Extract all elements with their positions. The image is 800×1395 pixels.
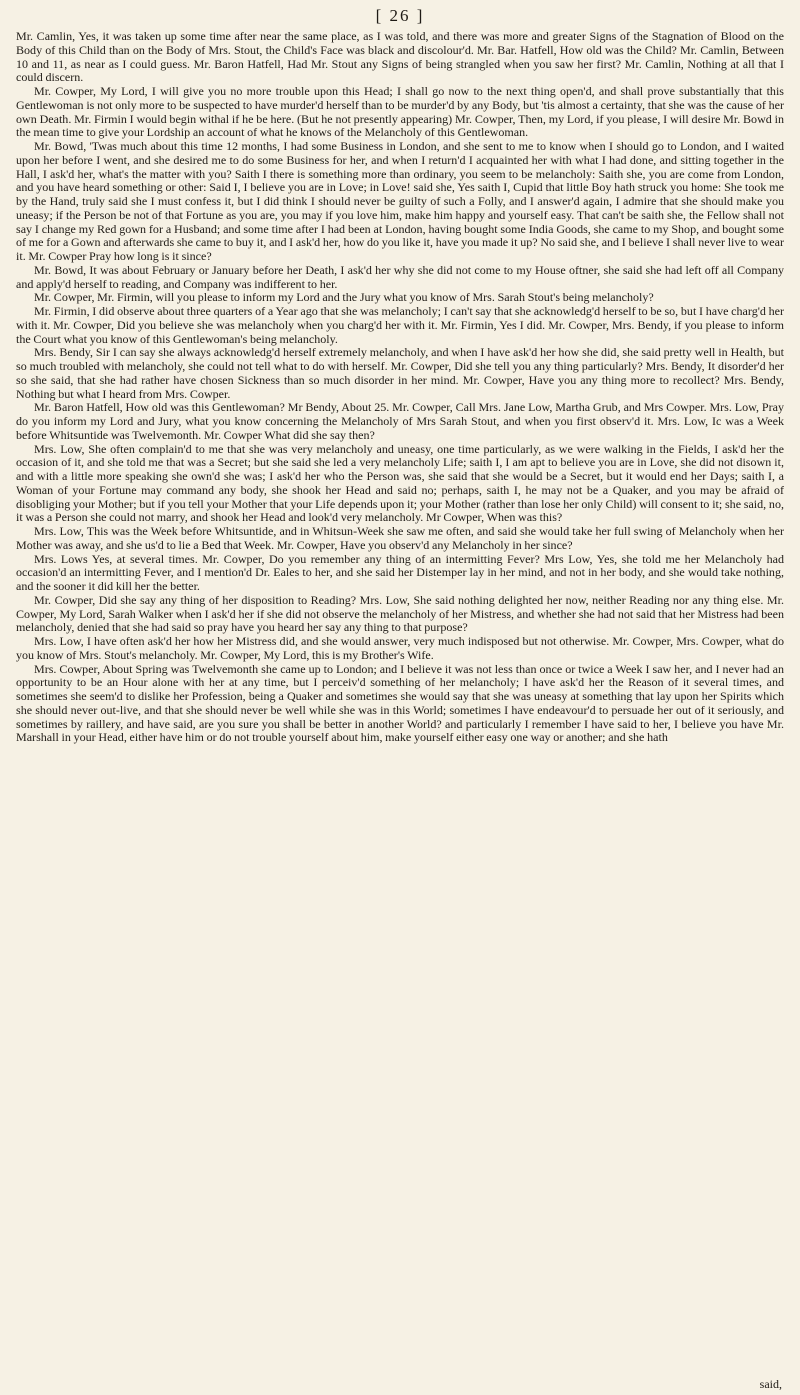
paragraph: Mrs. Lows Yes, at several times. Mr. Cowper, Do you remember any thing of an intermitting Fever? Mrs Low, Yes, she told me her Melancholy had occasion'd an intermitting Fever, and I mention'd Dr. Eales to her, and she said her Distemper lay in her mind, and not in her body, and she would take nothing, and the sooner it did kill her the better. [16,551,784,593]
paragraph: Mrs. Low, I have often ask'd her how her Mistress did, and she would answer, very much indisposed but not otherwise. Mr. Cowper, Mrs. Cowper, what do you know of Mrs. Stout's melancholy. Mr. Cowper, My Lord, this is my Brother's Wife. [16,634,784,662]
paragraph: Mr. Firmin, I did observe about three quarters of a Year ago that she was melancholy; I can't say that she acknowledg'd herself to be so, but I have charg'd her with it. Mr. Cowper, Did you believe she was melancholy when you charg'd her with it. Mr. Firmin, Yes I did. Mr. Cowper, Mrs. Bendy, if you please to inform the Court what you know of this Gentlewoman's being melancholy. [16,304,785,346]
paragraph: Mr. Baron Hatfell, How old was this Gentlewoman? Mr Bendy, About 25. Mr. Cowper, Call Mrs. Jane Low, Martha Grub, and Mrs Cowper. Mrs. Low, Pray do you inform my Lord and Jury, what you know concerning the Melancholy of Mrs Sarah Stout, and when you first observ'd it. Mrs. Low, Ic was a Week before Whitsuntide was Twelvemonth. Mr. Cowper What did she say then? [16,400,784,442]
paragraph: Mrs. Low, This was the Week before Whitsuntide, and in Whitsun-Week she saw me often, and said she would take her full swing of Melancholy when her Mother was away, and she us'd to lie a Bed that Week. Mr. Cowper, Have you observ'd any Melancholy in her since? [16,524,784,552]
page-number: [ 26 ] [375,6,425,25]
paragraph: Mrs. Bendy, Sir I can say she always acknowledg'd herself extremely melancholy, and when I have ask'd her how she did, she said pretty well in Health, but so much troubled with melancholy, she could not tell what to do with herself. Mr. Cowper, Did she tell you any thing particularly? Mrs. Bendy, It disorder'd her so she said, that she had rather have chosen Sickness than so much disorder in her mind. Mr. Cowper, Have you any thing more to recollect? Mrs. Bendy, Nothing but what I heard from Mrs. Cowper. [16,345,784,401]
paragraph: Mrs. Cowper, About Spring was Twelvemonth she came up to London; and I believe it was not less than once or twice a Week I saw her, and I never had an opportunity to be an Hour alone with her at any time, but I perceiv'd something of her melancholy; I have ask'd her the Reason of it several times, and sometimes she seem'd to dislike her Profession, being a Quaker and sometimes she would say that she was uneasy at something that lay upon her Spirits which she should never out-live, and that she should never be well while she was in this World; sometimes I have endeavour'd to persuade her out of it seriously, and sometimes by raillery, and have said, are you sure you shall be better in another World? and particularly I remember I have said to her, I believe you have Mr. Marshall in your Head, either have him or do not trouble yourself about him, make yourself either easy one way or another; and she hath [16,661,784,745]
body-text [16,30,784,745]
catchword: said, [759,1377,782,1391]
paragraph: Mr. Camlin, Yes, it was taken up some time after near the same place, as I was told, and there was more and greater Signs of the Stagnation of Blood on the Body of this Child than on the Body of Mrs. Stout, the Child's Face was black and discolour'd. Mr. Bar. Hatfell, How old was the Child? Mr. Camlin, Between 10 and 11, as near as I could guess. Mr. Baron Hatfell, Had Mr. Stout any Signs of being strangled when you saw her first? Mr. Camlin, Nothing at all that I could discern. [16,29,784,85]
paragraph: Mr. Bowd, 'Twas much about this time 12 months, I had some Business in London, and she sent to me to know when I should go to London, and I waited upon her before I went, and she desired me to do some Business for her, and when I return'd I acquainted her with what I had done, and sitting together in the Hall, I ask'd her, what's the matter with you? Saith I there is something more than ordinary, you seem to be melancholy: Saith she, you are come from London, and you have heard something or other: Said I, I believe you are in Love; in Love! said she, Yes saith I, Cupid that little Boy hath struck you home: She took me by the Hand, truly said she I must confess it, but I did think I should never be guilty of such a Folly, and I answer'd again, I admire that she should make you uneasy; if the Person be not of that Fortune as you are, you may if you love him, make him happy and yourself easy. That can't be saith she, the Fellow shall not say I change my Red gown for a Husband; and some time after I had been at London, having bought some India Goods, she came to my Shop, and bought some of me for a Gown and afterwards she came to buy it, and I ask'd her, how do you like it, have you made it up? No said she, and I believe I shall never live to wear it. Mr. Cowper Pray how long is it since? [16,139,784,263]
paragraph: Mr. Cowper, Mr. Firmin, will you please to inform my Lord and the Jury what you know of Mrs. Sarah Stout's being melancholy? [34,290,654,305]
paragraph: Mrs. Low, She often complain'd to me that she was very melancholy and uneasy, one time particularly, as we were walking in the Fields, I ask'd her the occasion of it, and she told me that was a Secret; but she said she led a very melancholy Life; saith I, I am apt to believe you are in Love, she did not disown it, and with a little more speaking she own'd she was; I ask'd her who the Person was, she said that she would be a Secret, but it would end her Days; saith I, a Woman of your Fortune may command any body, she shook her Head and said no; perhaps, saith I, he may not be a Quaker, and you may be afraid of disobliging your Mother; but if you tell your Mother that your Life depends upon it; your Mother (rather than lose her only Child) will consent to it; she said, no, it was a Person she could not marry, and shook her Head and look'd very melancholy. Mr Cowper, When was this? [16,441,784,525]
paragraph: Mr. Bowd, It was about February or January before her Death, I ask'd her why she did not come to my House oftner, she said she had left off all Company and apply'd herself to reading, and Company was indifferent to her. [16,262,784,291]
paragraph: Mr. Cowper, My Lord, I will give you no more trouble upon this Head; I shall go now to the next thing open'd, and shall prove substantially that this Gentlewoman is not only more to be suspected to have murder'd herself than to be murder'd by any Body, but 'tis almost a certainty, that she was the cause of her own Death. Mr. Firmin I would begin withal if he be here. (But he not presently appearing) Mr. Cowper, Then, my Lord, if you please, I will desire Mr. Bowd in the mean time to give your Lordship an account of what he knows of the Melancholy of this Gentlewoman. [16,84,784,140]
paragraph: Mr. Cowper, Did she say any thing of her disposition to Reading? Mrs. Low, She said nothing delighted her now, neither Reading nor any thing else. Mr. Cowper, My Lord, Sarah Walker when I ask'd her if she did not observe the melancholy of her Mistress, and whether she had not said that her Mistress had been melancholy, denied that she had said so pray have you heard her say any thing to that purpose? [16,592,784,635]
